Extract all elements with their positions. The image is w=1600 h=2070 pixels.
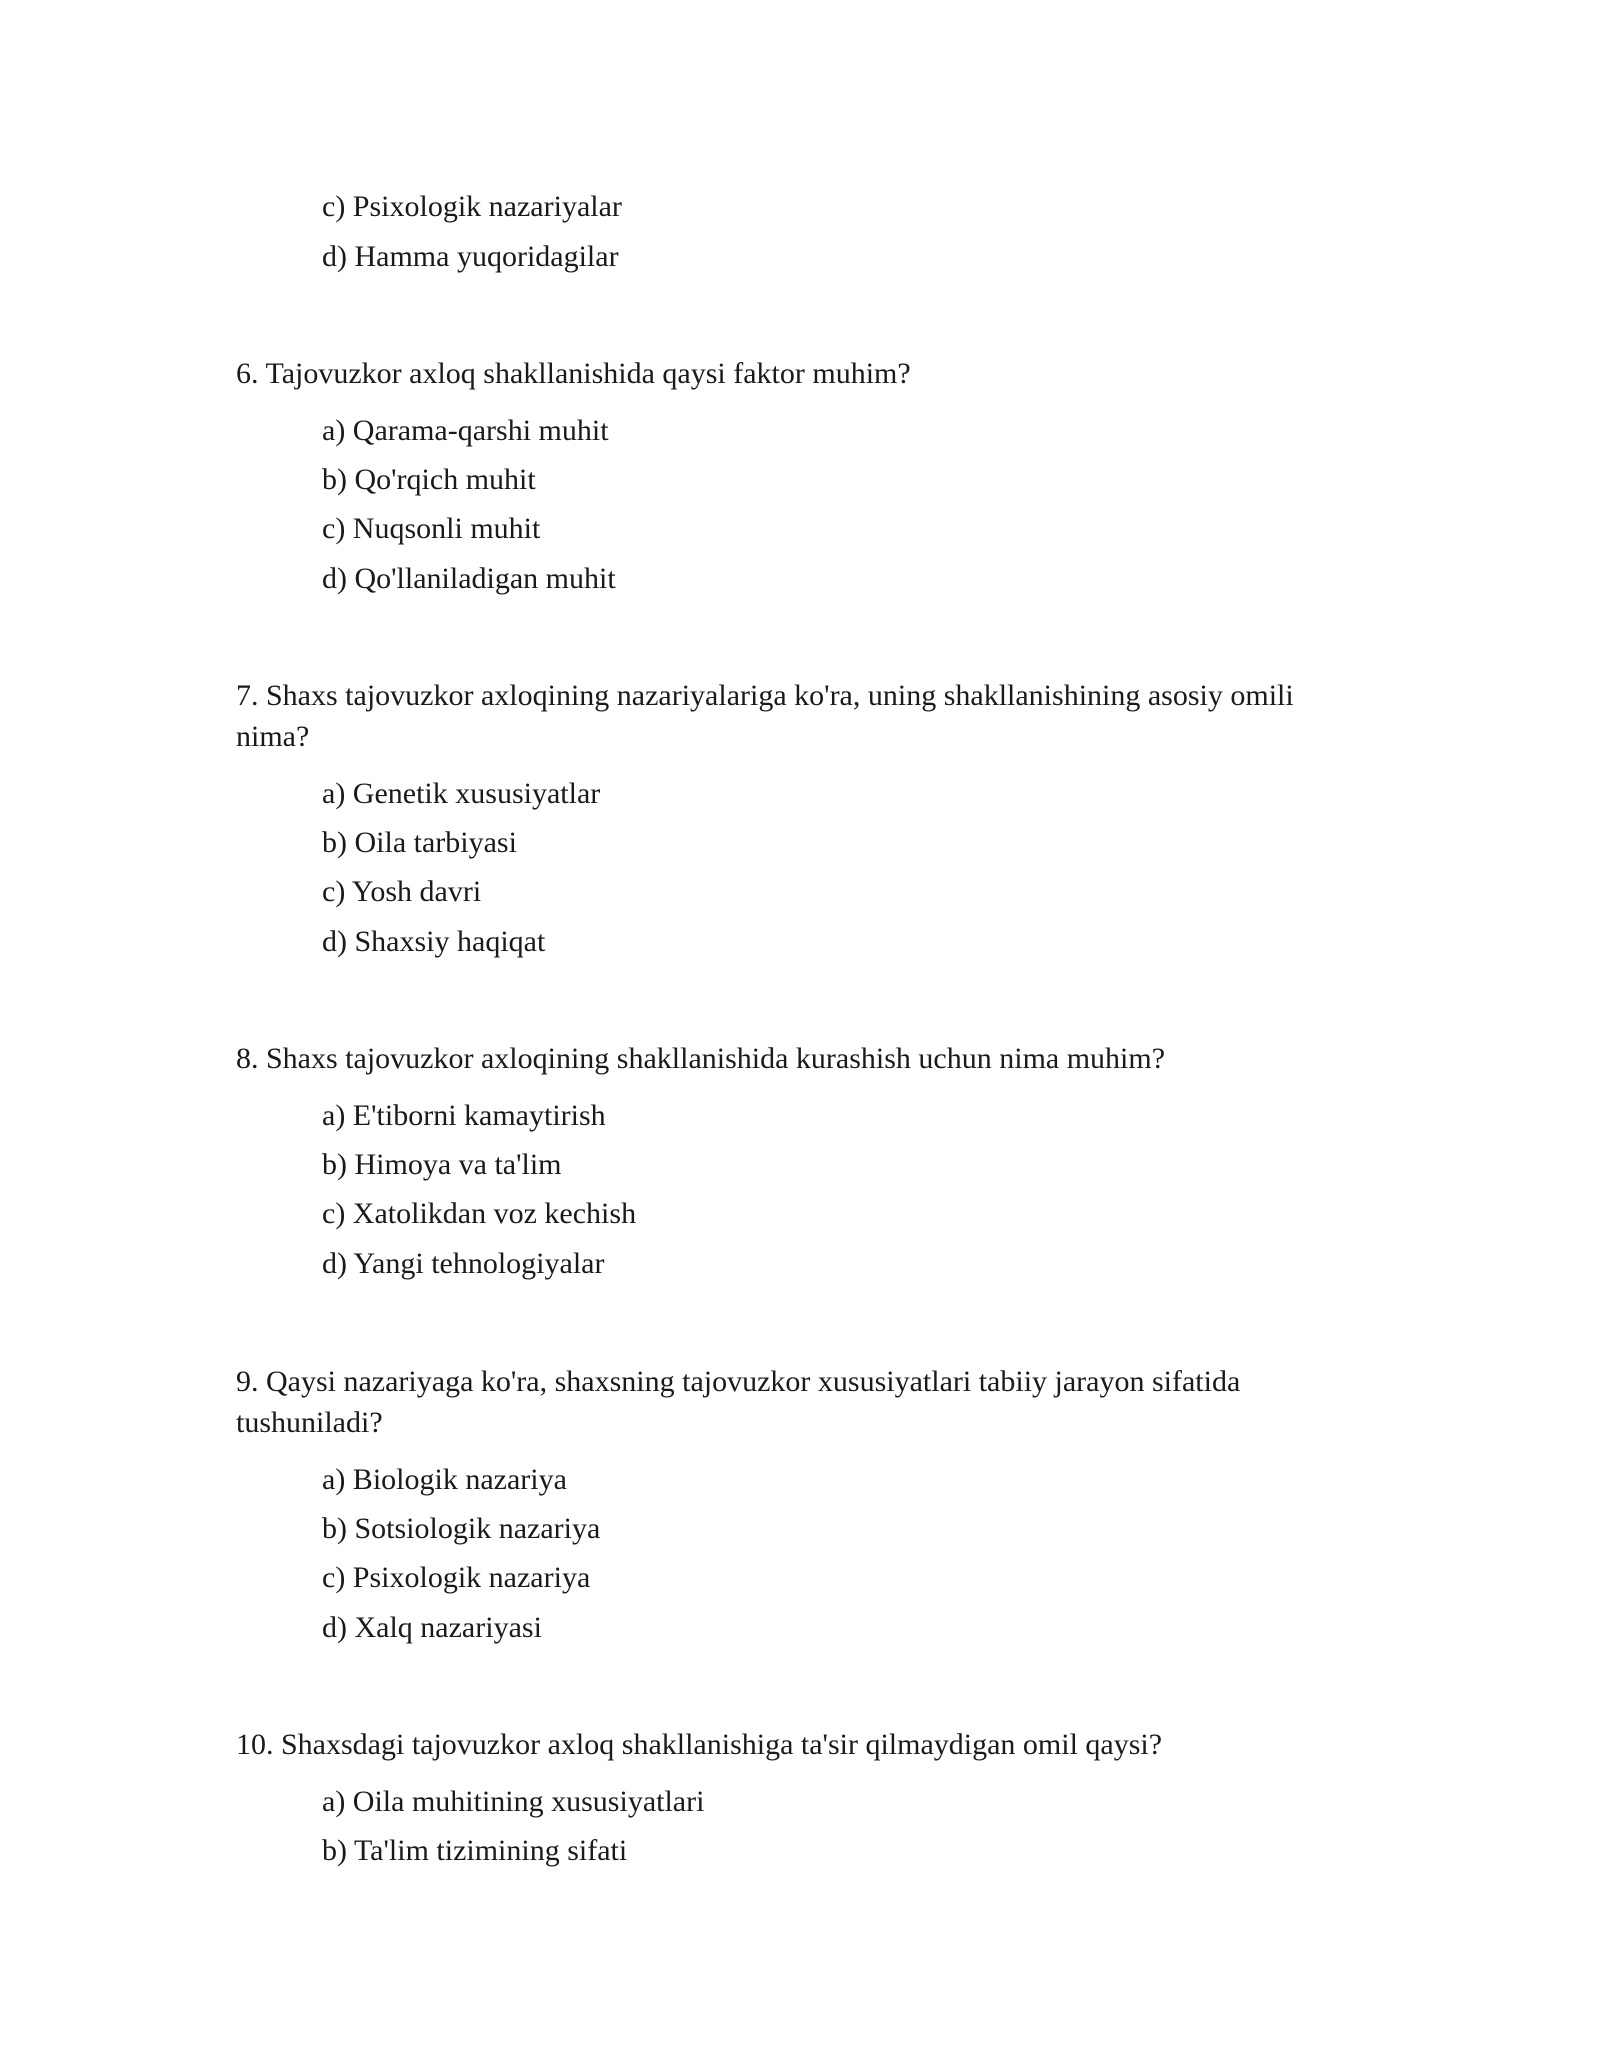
question-text: 9. Qaysi nazariyaga ko'ra, shaxsning tajovuzkor xususiyatlari tabiiy jarayon sifatida <box>236 1365 1241 1398</box>
option-text: b) Qo'rqich muhit <box>322 463 536 496</box>
option-text: a) Biologik nazariya <box>322 1463 567 1496</box>
option-text: d) Yangi tehnologiyalar <box>322 1247 605 1280</box>
option-text: d) Xalq nazariyasi <box>322 1611 542 1644</box>
option-text: a) Oila muhitining xususiyatlari <box>322 1785 705 1818</box>
option-text: c) Psixologik nazariya <box>322 1561 591 1594</box>
option-text: a) Genetik xususiyatlar <box>322 777 601 810</box>
question-text: 8. Shaxs tajovuzkor axloqining shakllanishida kurashish uchun nima muhim? <box>236 1042 1166 1075</box>
option-text: d) Shaxsiy haqiqat <box>322 925 546 958</box>
question-text: tushuniladi? <box>236 1406 383 1439</box>
question-text: 10. Shaxsdagi tajovuzkor axloq shakllanishiga ta'sir qilmaydigan omil qaysi? <box>236 1728 1163 1761</box>
option-text: b) Ta'lim tizimining sifati <box>322 1834 628 1867</box>
option-text: c) Yosh davri <box>322 875 482 908</box>
option-text: c) Psixologik nazariyalar <box>322 190 622 223</box>
option-text: b) Oila tarbiyasi <box>322 826 517 859</box>
option-text: a) Qarama-qarshi muhit <box>322 414 609 447</box>
question-text: 6. Tajovuzkor axloq shakllanishida qaysi faktor muhim? <box>236 357 911 390</box>
option-text: a) E'tiborni kamaytirish <box>322 1099 606 1132</box>
option-text: c) Nuqsonli muhit <box>322 512 541 545</box>
option-text: b) Himoya va ta'lim <box>322 1148 562 1181</box>
question-text: 7. Shaxs tajovuzkor axloqining nazariyalariga ko'ra, uning shakllanishining asosiy omili <box>236 679 1294 712</box>
option-text: d) Hamma yuqoridagilar <box>322 240 619 273</box>
question-text: nima? <box>236 720 310 753</box>
option-text: b) Sotsiologik nazariya <box>322 1512 601 1545</box>
option-text: d) Qo'llaniladigan muhit <box>322 562 616 595</box>
option-text: c) Xatolikdan voz kechish <box>322 1197 637 1230</box>
